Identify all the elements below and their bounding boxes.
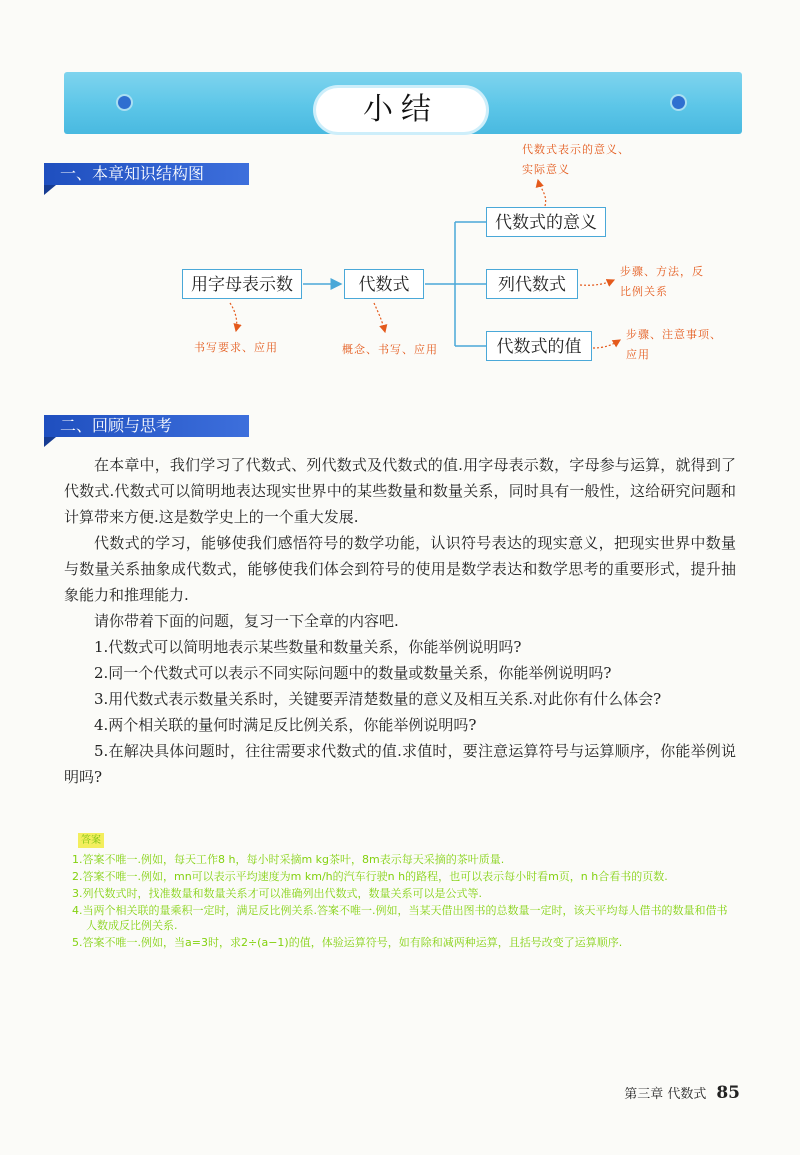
question-1: 1.代数式可以简明地表示某些数量和数量关系，你能举例说明吗? bbox=[94, 638, 522, 656]
review-paragraph-3: 请你带着下面的问题，复习一下全章的内容吧. bbox=[94, 612, 399, 630]
note-arrow-write bbox=[580, 280, 614, 285]
note-arrow-algebraic bbox=[374, 303, 385, 332]
answer-5: 5.答案不唯一.例如，当a=3时，求2÷(a−1)的值，体验运算符号，如有除和减两种运算，且括号改变了运算顺序. bbox=[72, 936, 623, 949]
answer-annotations bbox=[64, 832, 734, 952]
node-write-expression: 列代数式 bbox=[486, 269, 578, 299]
node-algebraic-expression: 代数式 bbox=[344, 269, 424, 299]
answer-2: 2.答案不唯一.例如，mn可以表示平均速度为m km/h的汽车行驶n h的路程，也可以表示每小时看m页，n h合看书的页数. bbox=[72, 870, 668, 883]
review-paragraph-1: 在本章中，我们学习了代数式、列代数式及代数式的值.用字母表示数，字母参与运算，就得到了代数式.代数式可以简明地表达现实世界中的某些数量和数量关系，同时具有一般性，这给研究问题和计算带来方便.这是数学史上的一个重大发展. bbox=[64, 456, 736, 526]
note-letters: 书写要求、应用 bbox=[194, 341, 278, 354]
question-3: 3.用代数式表示数量关系时，关键要弄清楚数量的意义及相互关系.对此你有什么体会? bbox=[94, 690, 662, 708]
answer-3: 3.列代数式时，找准数量和数量关系才可以准确列出代数式，数量关系可以是公式等. bbox=[72, 887, 482, 900]
review-paragraph-2: 代数式的学习，能够使我们感悟符号的数学功能，认识符号表达的现实意义，把现实世界中数量与数量关系抽象成代数式，能够使我们体会到符号的使用是数学表达和数学思考的重要形式，提升抽象能力和推理能力. bbox=[64, 534, 736, 604]
node-expression-meaning: 代数式的意义 bbox=[486, 207, 606, 237]
page-number: 85 bbox=[716, 1083, 740, 1103]
section-knowledge-map-heading: 一、本章知识结构图 bbox=[44, 163, 249, 185]
note-meaning: 代数式表示的意义、实际意义 bbox=[522, 143, 630, 176]
answer-1: 1.答案不唯一.例如，每天工作8 h，每小时采摘m kg茶叶，8m表示每天采摘的茶叶质量. bbox=[72, 853, 505, 866]
note-arrow-letters bbox=[230, 303, 237, 331]
footer-chapter: 第三章 代数式 bbox=[624, 1087, 707, 1102]
answers-heading: 答案 bbox=[78, 833, 104, 848]
section-review-heading: 二、回顾与思考 bbox=[44, 415, 249, 437]
question-4: 4.两个相关联的量何时满足反比例关系，你能举例说明吗? bbox=[94, 716, 477, 734]
answer-4: 4.当两个相关联的量乘积一定时，满足反比例关系.答案不唯一.例如，当某天借出图书的总数量一定时，该天平均每人借书的数量和借书人数成反比例关系. bbox=[72, 904, 728, 932]
note-write: 步骤、方法，反比例关系 bbox=[620, 265, 704, 298]
summary-title: 小结 bbox=[316, 88, 486, 132]
page-footer bbox=[560, 1083, 740, 1103]
note-value: 步骤、注意事项、应用 bbox=[626, 328, 722, 361]
question-5: 5.在解决具体问题时，往往需要求代数式的值.求值时，要注意运算符号与运算顺序，你能举例说明吗? bbox=[64, 742, 736, 786]
node-expression-value: 代数式的值 bbox=[486, 331, 592, 361]
note-arrow-meaning bbox=[538, 180, 546, 206]
note-algebraic: 概念、书写、应用 bbox=[342, 343, 438, 356]
node-letters-represent-numbers: 用字母表示数 bbox=[182, 269, 302, 299]
note-arrow-value bbox=[593, 340, 620, 348]
question-2: 2.同一个代数式可以表示不同实际问题中的数量或数量关系，你能举例说明吗? bbox=[94, 664, 612, 682]
review-body bbox=[64, 452, 736, 790]
